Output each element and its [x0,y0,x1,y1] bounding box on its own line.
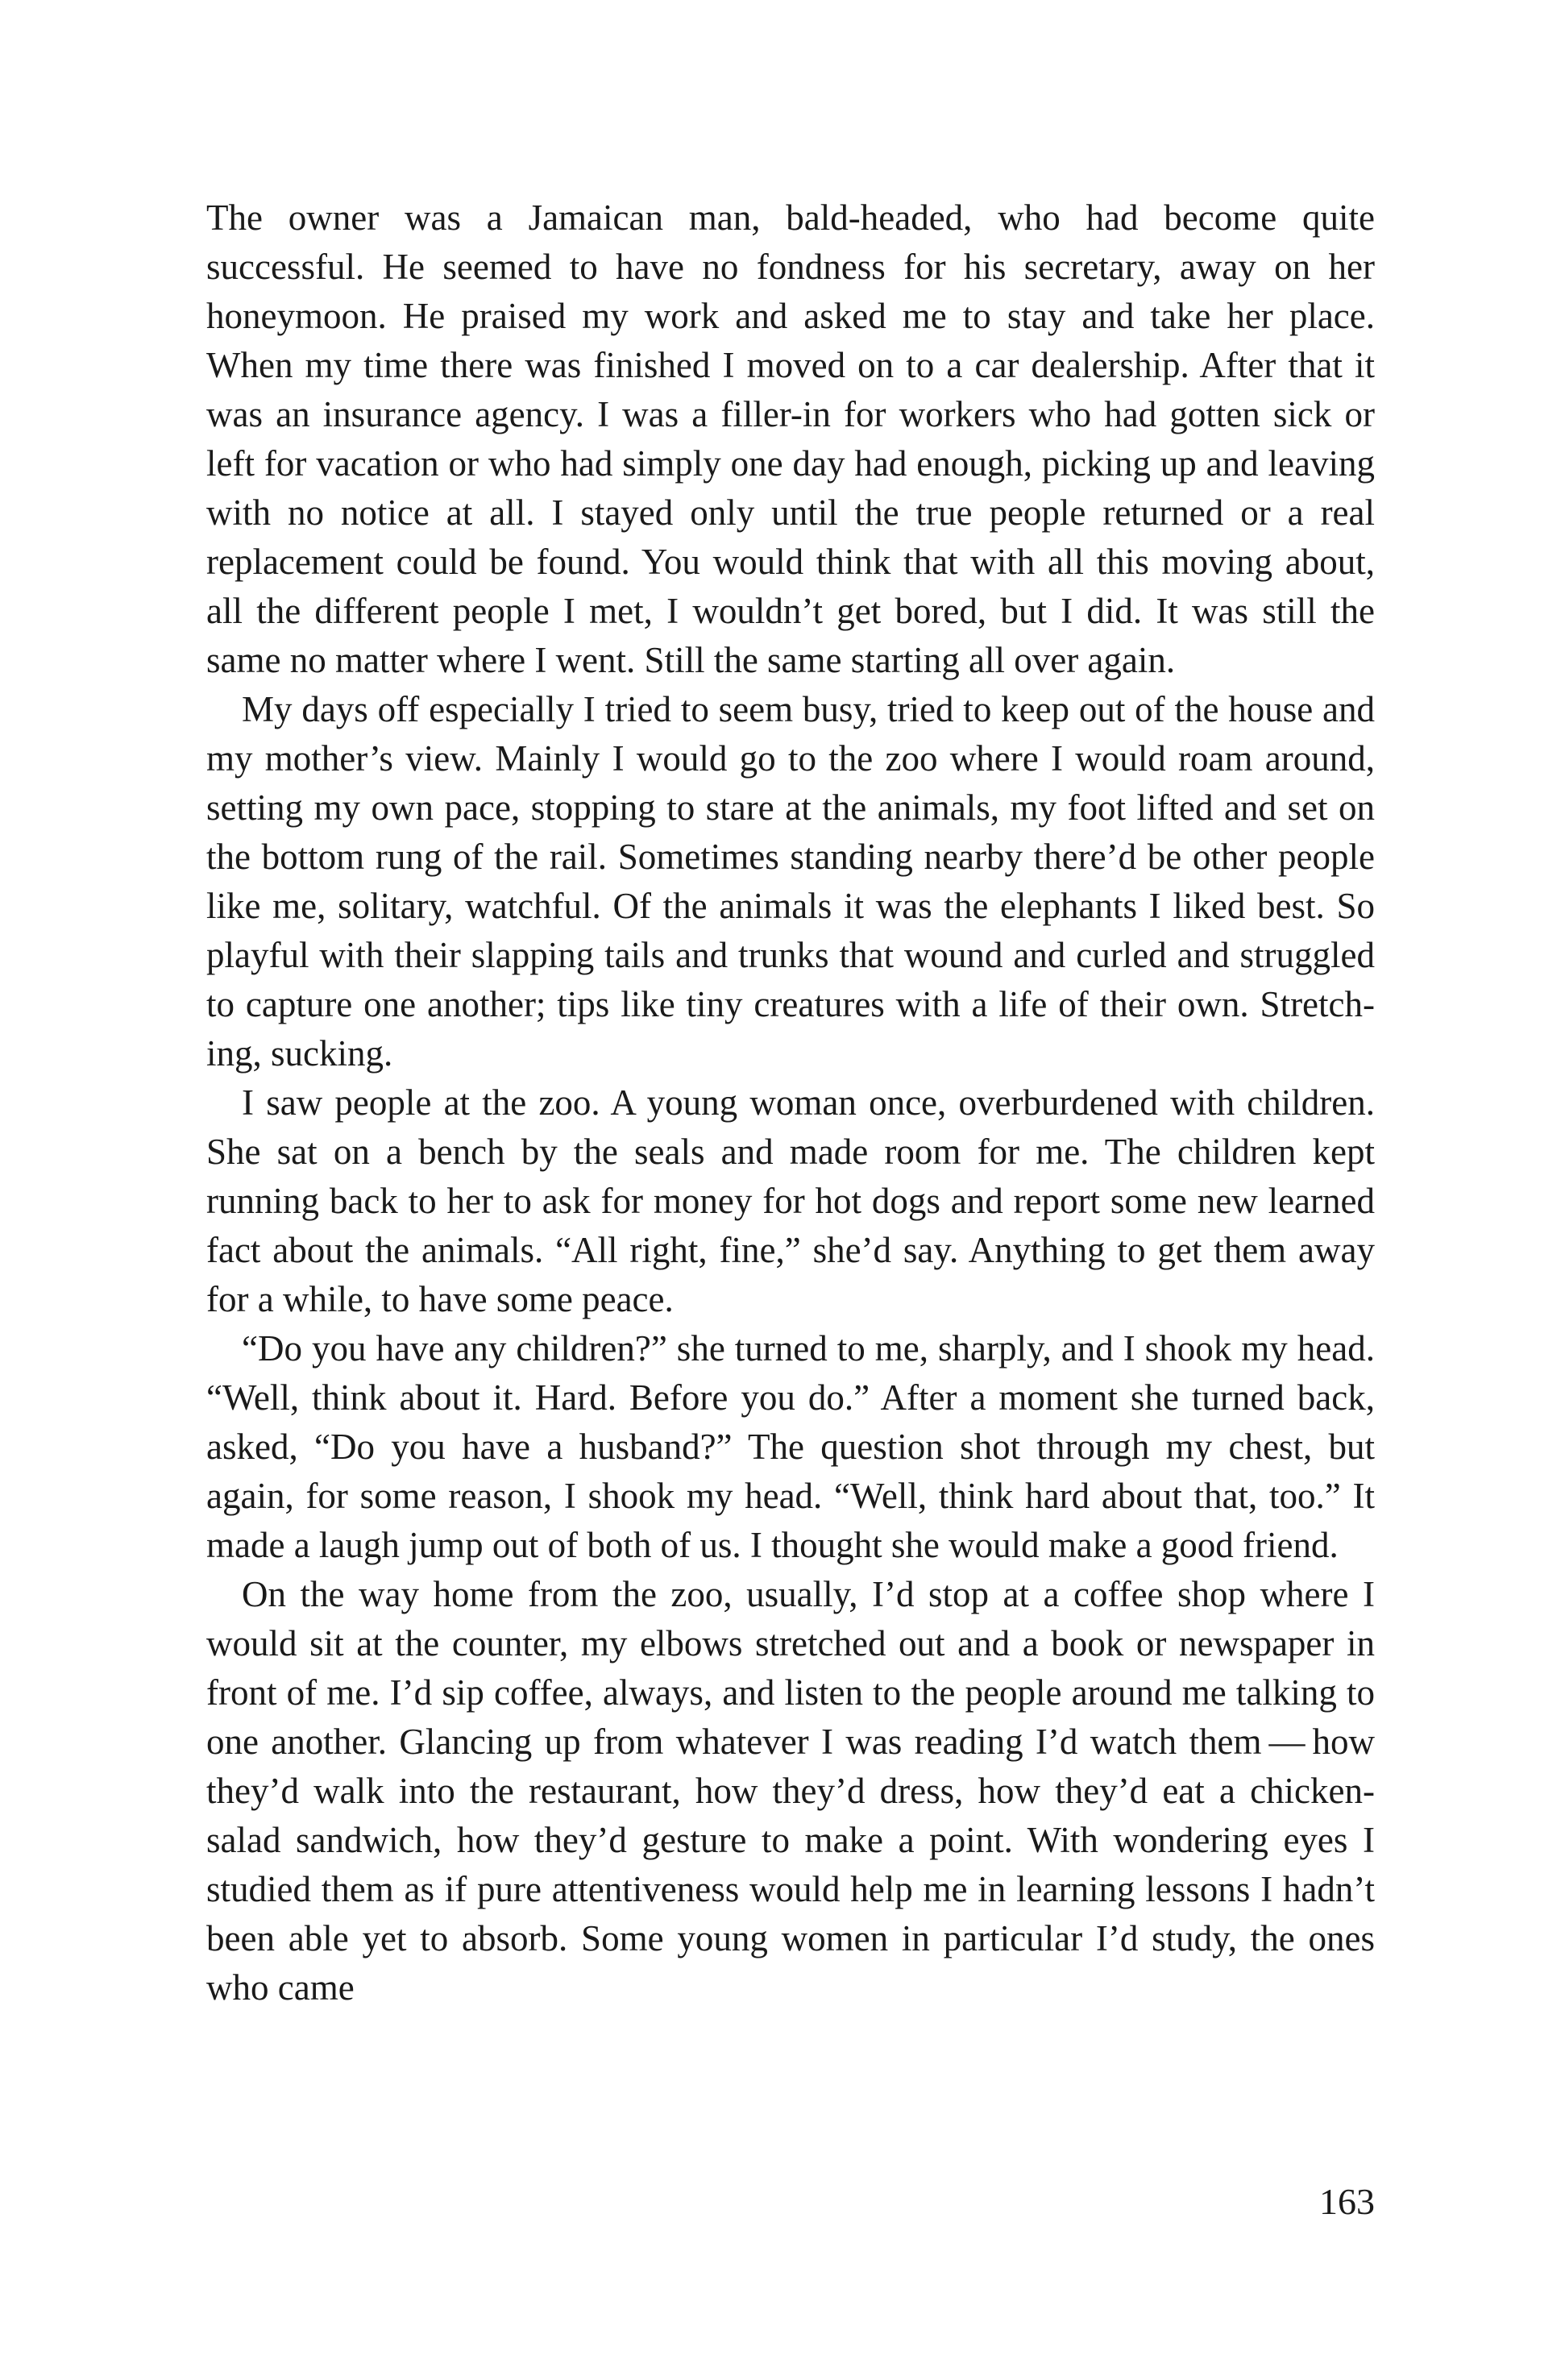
paragraph-1: The owner was a Jamaican man, bald-headed, who had become quite successful. He seemed to have no fondness for his secretary, away on her honeymoon. He praised my work and asked me to stay and take her place. When my time there was finished I moved on to a car dealership. After that it was an insurance agency. I was a filler-in for workers who had gotten sick or left for vacation or who had simply one day had enough, picking up and leaving with no notice at all. I stayed only until the true people returned or a real replacement could be found. You would think that with all this moving about, all the different people I met, I wouldn’t get bored, but I did. It was still the same no matter where I went. Still the same starting all over again. [206,197,1375,680]
body-text [206,193,1375,2012]
paragraph-4: “Do you have any children?” she turned to me, sharply, and I shook my head. “Well, think about it. Hard. Before you do.” After a moment she turned back, asked, “Do you have a husband?” The question shot through my chest, but again, for some reason, I shook my head. “Well, think hard about that, too.” It made a laugh jump out of both of us. I thought she would make a good friend. [206,1328,1375,1565]
paragraph-3: I saw people at the zoo. A young woman once, overburdened with children. She sat on a bench by the seals and made room for me. The children kept running back to her to ask for money for hot dogs and report some new learned fact about the animals. “All right, fine,” she’d say. Anything to get them away for a while, to have some peace. [206,1082,1375,1319]
page-number: 163 [1319,2181,1375,2222]
paragraph-2: My days off especially I tried to seem busy, tried to keep out of the house and my mother’s view. Mainly I would go to the zoo where I would roam around, setting my own pace, stopping to stare at the animals, my foot lifted and set on the bottom rung of the rail. Sometimes standing nearby there’d be other people like me, solitary, watchful. Of the animals it was the elephants I liked best. So playful with their slapping tails and trunks that wound and curled and struggled to capture one another; tips like tiny creatures with a life of their own. Stretching, sucking. [206,689,1375,1074]
paragraph-5: On the way home from the zoo, usually, I’d stop at a coffee shop where I would sit at the counter, my elbows stretched out and a book or newspaper in front of me. I’d sip coffee, always, and listen to the people around me talking to one another. Glancing up from whatever I was reading I’d watch them — how they’d walk into the restaurant, how they’d dress, how they’d eat a chicken-salad sandwich, how they’d gesture to make a point. With wondering eyes I studied them as if pure attentiveness would help me in learning lessons I hadn’t been able yet to absorb. Some young women in particular I’d study, the ones who came [206,1574,1375,2008]
